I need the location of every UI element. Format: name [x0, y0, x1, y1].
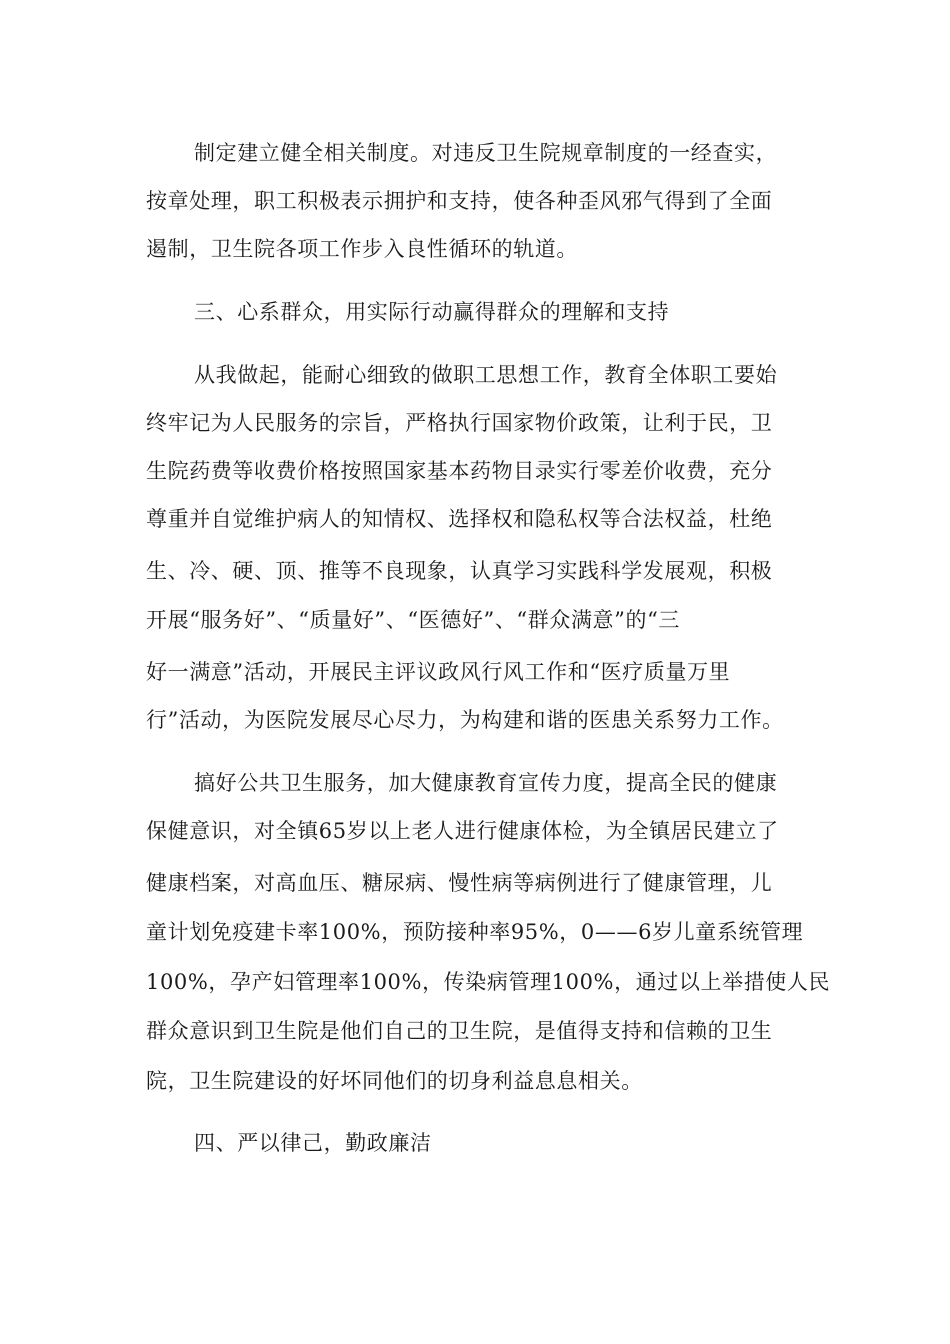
paragraph-line: 健康档案，对高血压、糖尿病、慢性病等病例进行了健康管理，儿 — [146, 871, 773, 895]
paragraph-line: 好一满意”活动，开展民主评议政风行风工作和“医疗质量万里 — [146, 660, 731, 684]
paragraph-line: 终牢记为人民服务的宗旨，严格执行国家物价政策，让利于民，卫 — [146, 411, 773, 435]
paragraph-line: 尊重并自觉维护病人的知情权、选择权和隐私权等合法权益，杜绝 — [146, 507, 773, 531]
paragraph-line: 遏制，卫生院各项工作步入良性循环的轨道。 — [146, 237, 578, 261]
paragraph-line: 制定建立健全相关制度。对违反卫生院规章制度的一经查实， — [194, 141, 778, 165]
section-heading: 三、心系群众，用实际行动赢得群众的理解和支持 — [194, 300, 670, 324]
paragraph-line: 100%，孕产妇管理率100%，传染病管理100%，通过以上举措使人民 — [146, 970, 831, 994]
paragraph-line: 按章处理，职工积极表示拥护和支持，使各种歪风邪气得到了全面 — [146, 189, 773, 213]
paragraph-line: 搞好公共卫生服务，加大健康教育宣传力度，提高全民的健康 — [194, 771, 778, 795]
paragraph-line: 院，卫生院建设的好坏同他们的切身利益息息相关。 — [146, 1069, 643, 1093]
paragraph-line: 从我做起，能耐心细致的做职工思想工作，教育全体职工要始 — [194, 363, 778, 387]
paragraph-line: 保健意识，对全镇65岁以上老人进行健康体检，为全镇居民建立了 — [146, 819, 779, 843]
paragraph-line: 生、冷、硬、顶、推等不良现象，认真学习实践科学发展观，积极 — [146, 559, 773, 583]
paragraph-line: 开展“服务好”、“质量好”、“医德好”、“群众满意”的“三 — [146, 608, 681, 632]
paragraph-line: 群众意识到卫生院是他们自己的卫生院，是值得支持和信赖的卫生 — [146, 1019, 773, 1043]
paragraph-line: 生院药费等收费价格按照国家基本药物目录实行零差价收费，充分 — [146, 459, 773, 483]
paragraph-line: 童计划免疫建卡率100%，预防接种率95%，0——6岁儿童系统管理 — [146, 920, 804, 944]
section-heading: 四、严以律己，勤政廉洁 — [194, 1131, 432, 1155]
paragraph-line: 行”活动，为医院发展尽心尽力，为构建和谐的医患关系努力工作。 — [146, 708, 784, 732]
